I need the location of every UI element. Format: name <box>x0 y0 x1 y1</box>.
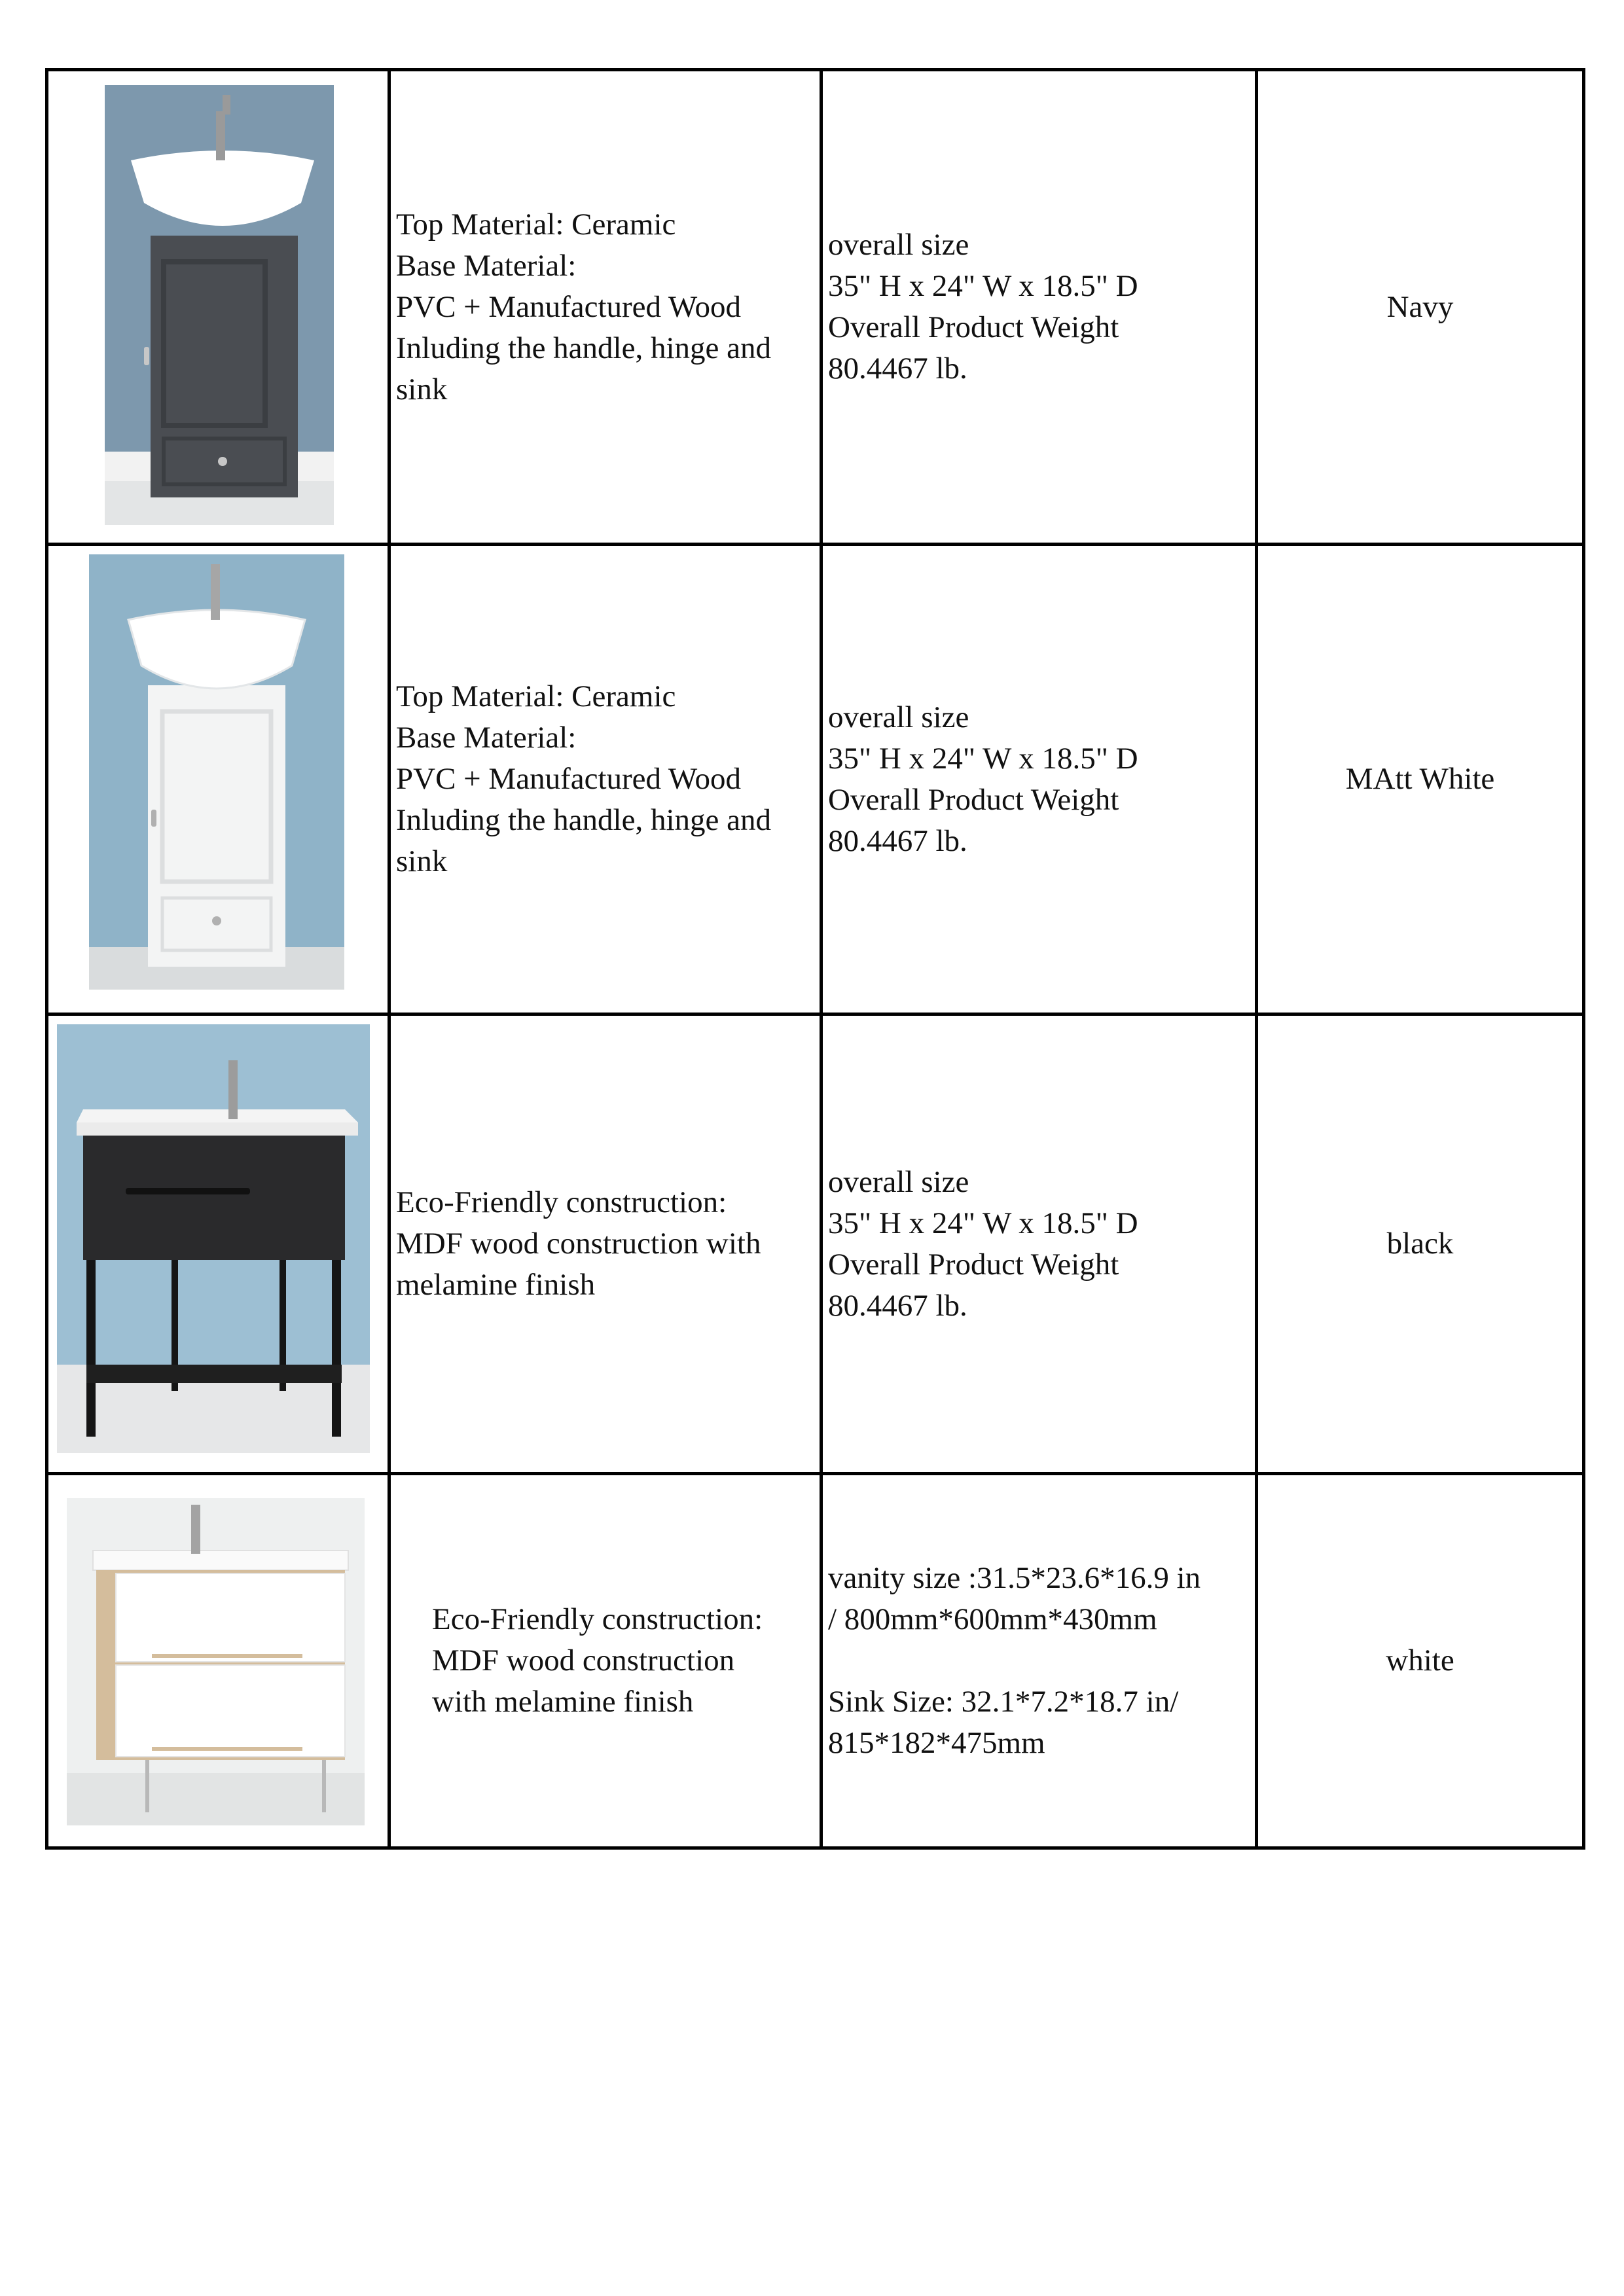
material-line: sink <box>396 372 448 406</box>
material-line: MDF wood construction with <box>396 1227 761 1261</box>
size-line: Overall Product Weight <box>828 782 1119 817</box>
size-line: 815*182*475mm <box>828 1726 1045 1760</box>
color-label: white <box>1386 1643 1454 1677</box>
size-cell <box>821 545 1257 1014</box>
white-vanity-photo <box>89 554 344 990</box>
size-line: 80.4467 lb. <box>828 351 967 386</box>
material-line: Inluding the handle, hinge and <box>396 803 771 837</box>
table-row <box>47 1474 1584 1848</box>
navy-vanity-photo <box>105 85 334 525</box>
color-label: Navy <box>1386 289 1454 324</box>
white-wood-vanity-photo <box>67 1498 365 1825</box>
size-cell <box>821 70 1257 545</box>
material-line: Top Material: Ceramic <box>396 207 676 242</box>
black-vanity-photo <box>57 1024 370 1453</box>
product-image-cell <box>47 1474 389 1848</box>
material-line: Eco-Friendly construction: <box>396 1185 727 1219</box>
size-line: overall size <box>828 228 969 262</box>
material-cell <box>389 545 821 1014</box>
product-spec-table <box>45 68 1585 1850</box>
material-line: Base Material: <box>396 721 577 755</box>
material-line: Inluding the handle, hinge and <box>396 331 771 365</box>
size-line: vanity size :31.5*23.6*16.9 in <box>828 1561 1201 1595</box>
size-line: 80.4467 lb. <box>828 823 967 858</box>
material-cell <box>389 1014 821 1474</box>
size-line: 35" H x 24" W x 18.5" D <box>828 741 1138 776</box>
material-line: melamine finish <box>396 1268 596 1302</box>
table-row <box>47 545 1584 1014</box>
material-line: Base Material: <box>396 248 577 283</box>
size-line: Sink Size: 32.1*7.2*18.7 in/ <box>828 1685 1179 1719</box>
size-line: 35" H x 24" W x 18.5" D <box>828 1206 1138 1240</box>
material-line: MDF wood construction <box>432 1643 735 1677</box>
size-line: 35" H x 24" W x 18.5" D <box>828 269 1138 303</box>
product-image-cell <box>47 545 389 1014</box>
color-label: black <box>1386 1227 1454 1261</box>
material-line: sink <box>396 844 448 878</box>
color-cell <box>1257 1474 1584 1848</box>
size-line: / 800mm*600mm*430mm <box>828 1602 1157 1636</box>
size-line: overall size <box>828 700 969 734</box>
size-line <box>828 1640 1255 1681</box>
material-cell <box>389 1474 821 1848</box>
color-cell <box>1257 70 1584 545</box>
size-cell <box>821 1014 1257 1474</box>
material-line: PVC + Manufactured Wood <box>396 762 742 796</box>
material-line: Top Material: Ceramic <box>396 679 676 713</box>
size-line: overall size <box>828 1164 969 1199</box>
material-cell <box>389 70 821 545</box>
color-cell <box>1257 545 1584 1014</box>
table-row <box>47 70 1584 545</box>
color-label: MAtt White <box>1345 762 1495 796</box>
color-cell <box>1257 1014 1584 1474</box>
size-line: Overall Product Weight <box>828 310 1119 344</box>
size-line: 80.4467 lb. <box>828 1288 967 1323</box>
size-cell <box>821 1474 1257 1848</box>
product-image-cell <box>47 1014 389 1474</box>
material-line: Eco-Friendly construction: <box>432 1602 763 1636</box>
table-row <box>47 1014 1584 1474</box>
size-line: Overall Product Weight <box>828 1247 1119 1282</box>
product-image-cell <box>47 70 389 545</box>
material-line: PVC + Manufactured Wood <box>396 289 742 324</box>
material-line: with melamine finish <box>432 1685 694 1719</box>
